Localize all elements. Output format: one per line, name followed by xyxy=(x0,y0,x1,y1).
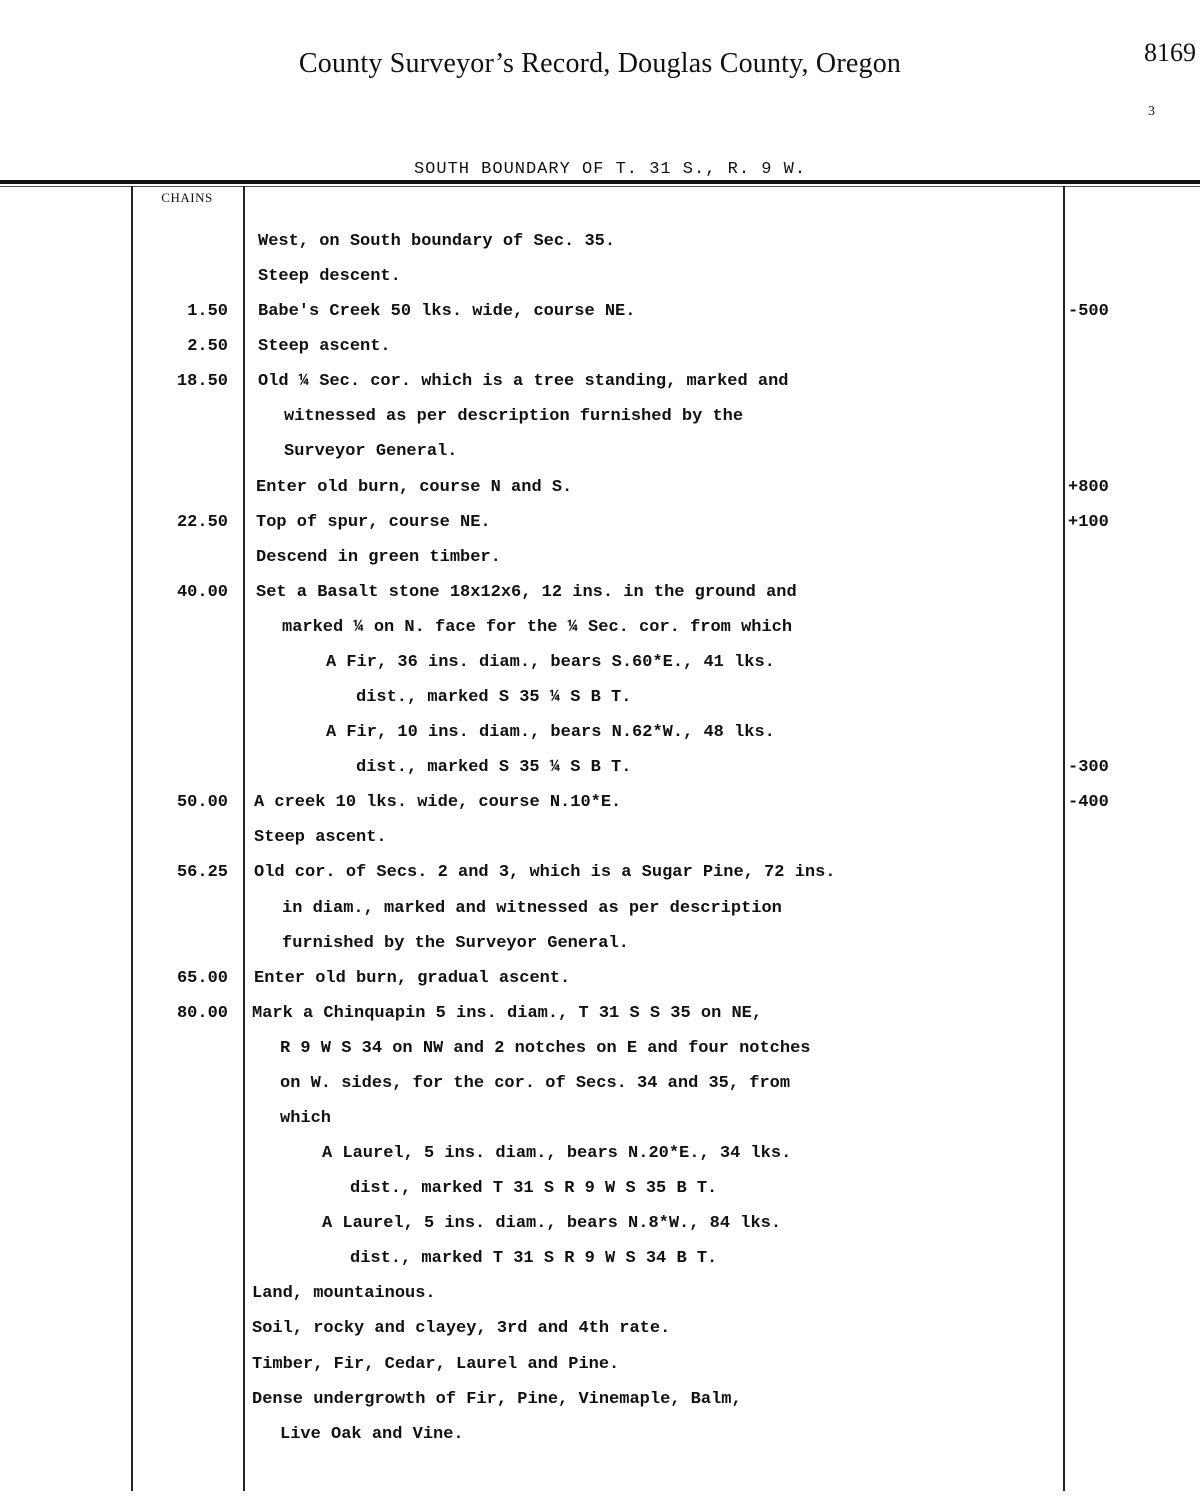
table-row xyxy=(0,1347,1200,1382)
entry-text: Soil, rocky and clayey, 3rd and 4th rate. xyxy=(252,1319,671,1339)
entry-text: A Laurel, 5 ins. diam., bears N.20*E., 34 lks. xyxy=(322,1144,792,1164)
chain-distance: 50.00 xyxy=(176,793,228,813)
entry-text: Babe's Creek 50 lks. wide, course NE. xyxy=(258,302,636,322)
elevation-change: -400 xyxy=(1068,793,1109,813)
entry-text: West, on South boundary of Sec. 35. xyxy=(258,232,616,251)
entry-text: A Fir, 36 ins. diam., bears S.60*E., 41 lks. xyxy=(326,652,775,672)
entry-text: which xyxy=(280,1109,332,1128)
table-row xyxy=(0,1276,1200,1311)
table-row xyxy=(0,575,1200,610)
entry-text: Top of spur, course NE. xyxy=(256,512,491,532)
table-row xyxy=(0,820,1200,855)
page-title: County Surveyor’s Record, Douglas County, Oregon xyxy=(298,48,902,79)
chains-column-header: CHAINS xyxy=(161,190,213,205)
table-row xyxy=(0,1031,1200,1066)
table-row xyxy=(0,294,1200,329)
chain-distance: 2.50 xyxy=(187,337,228,357)
sheet-number: 3 xyxy=(1148,104,1155,119)
entry-text: Surveyor General. xyxy=(284,442,458,462)
entry-text: furnished by the Surveyor General. xyxy=(282,933,629,953)
table-row xyxy=(0,750,1200,785)
table-row xyxy=(0,961,1200,996)
table-row xyxy=(0,364,1200,399)
table-row xyxy=(0,1136,1200,1171)
table-row xyxy=(0,540,1200,575)
entry-text: Timber, Fir, Cedar, Laurel and Pine. xyxy=(252,1354,620,1374)
table-row xyxy=(0,1417,1200,1452)
entry-text: A Fir, 10 ins. diam., bears N.62*W., 48 lks. xyxy=(326,723,775,743)
table-row xyxy=(0,891,1200,926)
table-row xyxy=(0,329,1200,364)
table-row xyxy=(0,926,1200,961)
chain-distance: 1.50 xyxy=(187,302,228,322)
table-row xyxy=(0,645,1200,680)
entry-text: A Laurel, 5 ins. diam., bears N.8*W., 84 lks. xyxy=(322,1214,782,1234)
entry-text: dist., marked S 35 ¼ S B T. xyxy=(356,758,632,778)
chain-distance: 65.00 xyxy=(176,968,228,988)
entry-text: dist., marked T 31 S R 9 W S 34 B T. xyxy=(350,1249,718,1269)
chain-distance: 18.50 xyxy=(176,372,228,392)
elevation-change: -500 xyxy=(1068,302,1109,322)
elevation-change: -300 xyxy=(1068,758,1109,778)
entry-text: R 9 W S 34 on NW and 2 notches on E and four notches xyxy=(280,1038,811,1058)
table-row xyxy=(0,1101,1200,1136)
table-row xyxy=(0,1066,1200,1101)
table-row xyxy=(0,785,1200,820)
chain-distance: 22.50 xyxy=(176,512,228,532)
table-row xyxy=(0,680,1200,715)
table-row xyxy=(0,399,1200,434)
elevation-change: +100 xyxy=(1068,512,1109,532)
entry-text: Steep ascent. xyxy=(258,337,391,357)
table-row xyxy=(0,224,1200,259)
table-row xyxy=(0,996,1200,1031)
entry-text: Steep ascent. xyxy=(254,828,387,848)
entry-text: marked ¼ on N. face for the ¼ Sec. cor. from which xyxy=(282,617,793,637)
top-rule-thin xyxy=(0,186,1200,187)
entry-text: Enter old burn, course N and S. xyxy=(256,477,573,497)
table-row xyxy=(0,434,1200,469)
table-row xyxy=(0,1241,1200,1276)
entry-text: Steep descent. xyxy=(258,267,401,287)
page-number: 8169 xyxy=(1144,38,1196,67)
chain-distance: 80.00 xyxy=(176,1003,228,1023)
table-row xyxy=(0,715,1200,750)
table-row xyxy=(0,1171,1200,1206)
top-rule xyxy=(0,180,1200,184)
entry-text: Land, mountainous. xyxy=(252,1284,436,1304)
table-row xyxy=(0,470,1200,505)
section-title: SOUTH BOUNDARY OF T. 31 S., R. 9 W. xyxy=(413,160,807,179)
entry-text: Old ¼ Sec. cor. which is a tree standing, marked and xyxy=(258,372,789,392)
entry-text: witnessed as per description furnished by the xyxy=(284,407,744,427)
table-row xyxy=(0,505,1200,540)
entry-text: Dense undergrowth of Fir, Pine, Vinemaple, Balm, xyxy=(252,1389,742,1409)
entry-text: in diam., marked and witnessed as per description xyxy=(282,898,782,918)
table-row xyxy=(0,1311,1200,1346)
entry-text: Set a Basalt stone 18x12x6, 12 ins. in the ground and xyxy=(256,582,797,602)
table-row xyxy=(0,259,1200,294)
entry-text: Old cor. of Secs. 2 and 3, which is a Sugar Pine, 72 ins. xyxy=(254,863,836,883)
entry-text: on W. sides, for the cor. of Secs. 34 and 35, from xyxy=(280,1073,791,1093)
entry-text: dist., marked T 31 S R 9 W S 35 B T. xyxy=(350,1179,718,1199)
entry-text: dist., marked S 35 ¼ S B T. xyxy=(356,688,632,708)
elevation-change: +800 xyxy=(1068,477,1109,497)
entry-text: Live Oak and Vine. xyxy=(280,1424,464,1444)
entry-text: A creek 10 lks. wide, course N.10*E. xyxy=(254,793,622,813)
entry-text: Mark a Chinquapin 5 ins. diam., T 31 S S 35 on NE, xyxy=(252,1003,763,1023)
table-row xyxy=(0,1382,1200,1417)
table-row xyxy=(0,1206,1200,1241)
chain-distance: 40.00 xyxy=(176,582,228,602)
entry-text: Enter old burn, gradual ascent. xyxy=(254,968,571,988)
table-row xyxy=(0,855,1200,890)
table-row xyxy=(0,610,1200,645)
chain-distance: 56.25 xyxy=(176,863,228,883)
entry-text: Descend in green timber. xyxy=(256,547,501,567)
